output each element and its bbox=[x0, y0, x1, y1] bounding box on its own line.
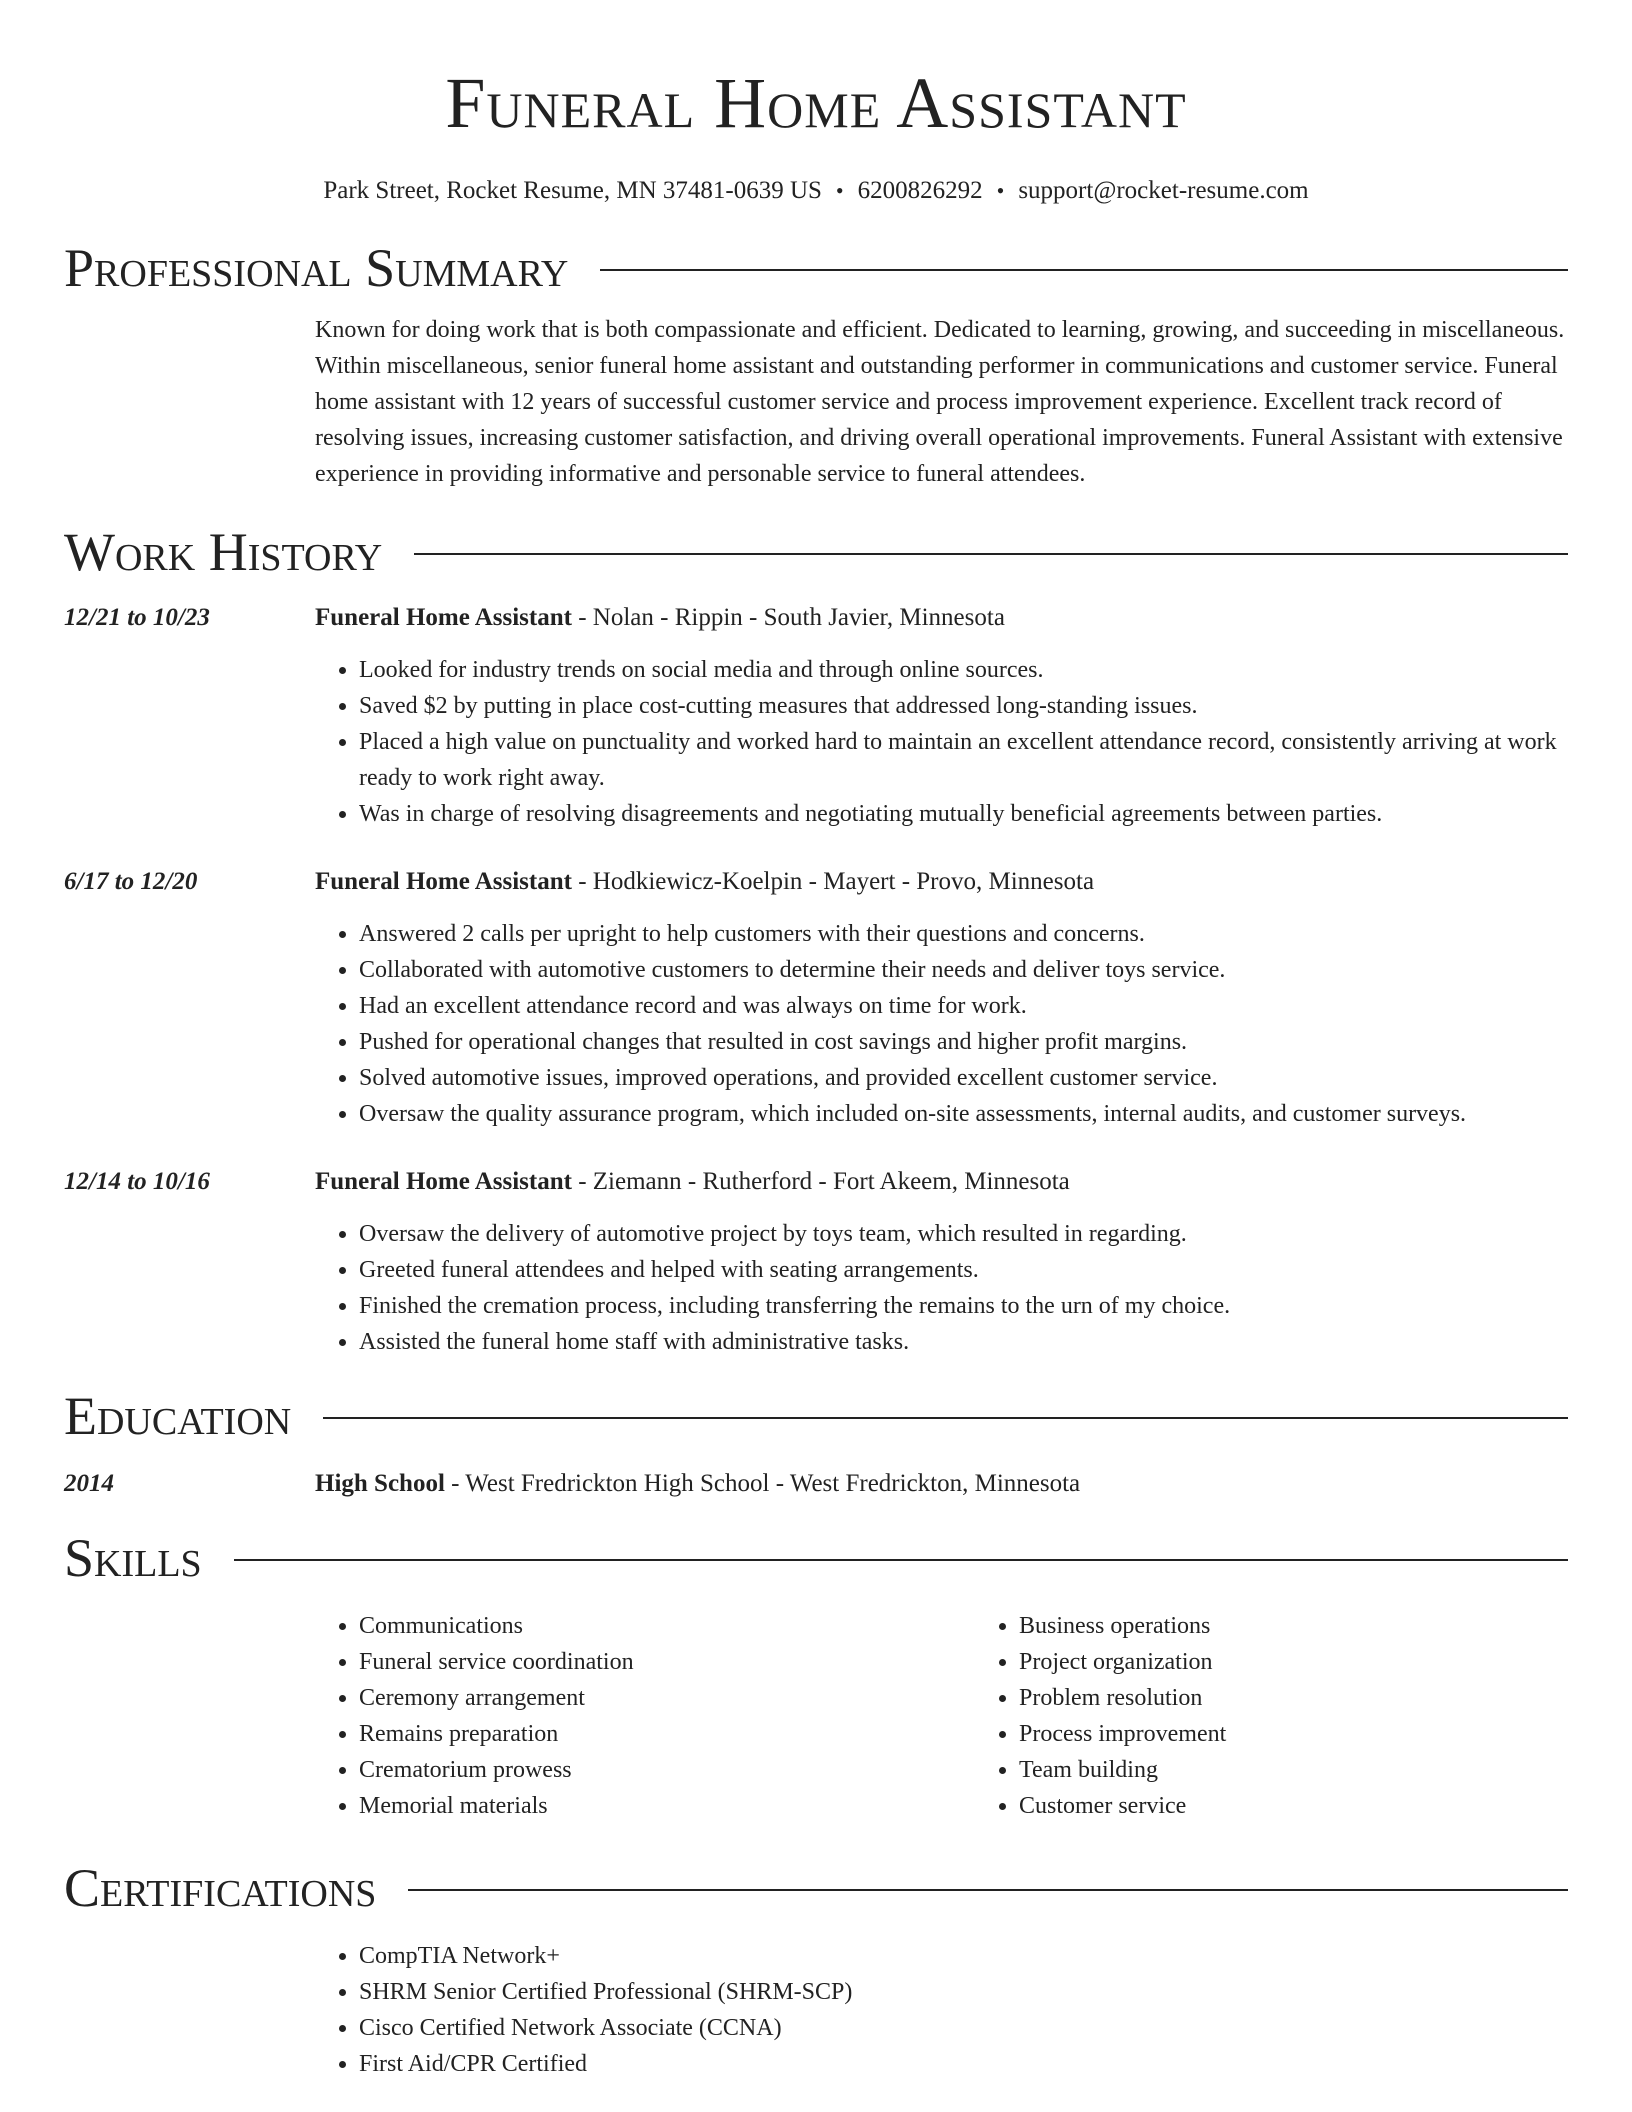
job-role: Funeral Home Assistant bbox=[315, 868, 572, 895]
job-role: Funeral Home Assistant bbox=[315, 604, 572, 631]
certifications-header bbox=[64, 1852, 1568, 1924]
section-divider bbox=[414, 553, 1568, 555]
education-entry bbox=[64, 1466, 1568, 1502]
job-bullet: • Was in charge of resolving disagreements and negotiating mutually beneficial agreements between parties. bbox=[359, 796, 1568, 832]
job-bullet: • Solved automotive issues, improved operations, and provided excellent customer service. bbox=[359, 1060, 1568, 1096]
skill-item: • Project organization bbox=[1019, 1644, 1632, 1680]
summary-row bbox=[64, 304, 1568, 492]
skills-section bbox=[64, 1522, 1568, 1824]
summary-header bbox=[64, 232, 1568, 304]
job-bullet: • Finished the cremation process, including transferring the remains to the urn of my choice. bbox=[359, 1288, 1568, 1324]
job-title-line bbox=[315, 600, 1568, 636]
work-title: Work History bbox=[64, 522, 383, 582]
skill-item: • Business operations bbox=[1019, 1608, 1632, 1644]
job-bullets bbox=[315, 1216, 1568, 1360]
job-entry bbox=[64, 1164, 1568, 1360]
certification-item: • SHRM Senior Certified Professional (SHRM-SCP) bbox=[359, 1974, 1568, 2010]
job-entry bbox=[64, 600, 1568, 832]
job-employer: - Nolan - Rippin - South Javier, Minnesota bbox=[571, 604, 1005, 631]
job-bullet: • Oversaw the delivery of automotive project by toys team, which resulted in regarding. bbox=[359, 1216, 1568, 1252]
job-details bbox=[315, 600, 1568, 832]
skill-item: • Customer service bbox=[1019, 1788, 1632, 1824]
certifications-content bbox=[315, 1930, 1568, 2082]
education-section bbox=[64, 1380, 1568, 1502]
skills-header bbox=[64, 1522, 1568, 1594]
job-employer: - Hodkiewicz-Koelpin - Mayert - Provo, Minnesota bbox=[571, 868, 1095, 895]
skill-item: • Process improvement bbox=[1019, 1716, 1632, 1752]
education-details bbox=[315, 1466, 1568, 1502]
education-school: - West Fredrickton High School - West Fredrickton, Minnesota bbox=[444, 1470, 1081, 1497]
job-bullet: • Greeted funeral attendees and helped with seating arrangements. bbox=[359, 1252, 1568, 1288]
job-bullet: • Answered 2 calls per upright to help customers with their questions and concerns. bbox=[359, 916, 1568, 952]
contact-address: Park Street, Rocket Resume, MN 37481-0639 US bbox=[323, 177, 822, 204]
skill-item: • Team building bbox=[1019, 1752, 1632, 1788]
education-header bbox=[64, 1380, 1568, 1452]
job-bullets bbox=[315, 652, 1568, 832]
certification-item: • First Aid/CPR Certified bbox=[359, 2046, 1568, 2082]
skills-title: Skills bbox=[64, 1528, 202, 1588]
job-details bbox=[315, 864, 1568, 1132]
job-bullet: • Placed a high value on punctuality and worked hard to maintain an excellent attendance record, consistently arriving at work ready to work right away. bbox=[359, 724, 1568, 796]
skills-columns bbox=[315, 1600, 1632, 1824]
education-year: 2014 bbox=[64, 1470, 114, 1497]
skills-row bbox=[64, 1600, 1568, 1824]
job-bullet: • Had an excellent attendance record and was always on time for work. bbox=[359, 988, 1568, 1024]
job-bullet: • Looked for industry trends on social media and through online sources. bbox=[359, 652, 1568, 688]
summary-title: Professional Summary bbox=[64, 238, 569, 298]
contact-email[interactable]: support@rocket-resume.com bbox=[1018, 177, 1309, 204]
work-section bbox=[64, 516, 1568, 1360]
contact-phone: 6200826292 bbox=[857, 177, 983, 204]
certifications-title: Certifications bbox=[64, 1858, 377, 1918]
job-dates: 12/21 to 10/23 bbox=[64, 604, 210, 631]
skill-item: • Memorial materials bbox=[359, 1788, 975, 1824]
job-details bbox=[315, 1164, 1568, 1360]
certifications-section bbox=[64, 1852, 1568, 2082]
skill-item: • Problem resolution bbox=[1019, 1680, 1632, 1716]
section-divider bbox=[408, 1889, 1568, 1891]
certifications-spacer bbox=[64, 1930, 315, 2082]
job-dates: 12/14 to 10/16 bbox=[64, 1168, 210, 1195]
job-bullet: • Collaborated with automotive customers to determine their needs and deliver toys service. bbox=[359, 952, 1568, 988]
job-role: Funeral Home Assistant bbox=[315, 1168, 572, 1195]
contact-separator: • bbox=[835, 178, 844, 203]
certification-item: • Cisco Certified Network Associate (CCNA) bbox=[359, 2010, 1568, 2046]
skill-item: • Funeral service coordination bbox=[359, 1644, 975, 1680]
certifications-row bbox=[64, 1930, 1568, 2082]
job-title-line bbox=[315, 864, 1568, 900]
education-title: Education bbox=[64, 1386, 292, 1446]
skill-item: • Communications bbox=[359, 1608, 975, 1644]
job-entry bbox=[64, 864, 1568, 1132]
job-employer: - Ziemann - Rutherford - Fort Akeem, Minnesota bbox=[571, 1168, 1070, 1195]
job-dates: 6/17 to 12/20 bbox=[64, 868, 198, 895]
job-title-line bbox=[315, 1164, 1568, 1200]
summary-section bbox=[64, 232, 1568, 492]
skill-item: • Ceremony arrangement bbox=[359, 1680, 975, 1716]
job-bullet: • Saved $2 by putting in place cost-cutting measures that addressed long-standing issues. bbox=[359, 688, 1568, 724]
job-bullets bbox=[315, 916, 1568, 1132]
skill-item: • Crematorium prowess bbox=[359, 1752, 975, 1788]
contact-separator: • bbox=[996, 178, 1005, 203]
education-degree: High School bbox=[315, 1470, 445, 1497]
job-bullet: • Pushed for operational changes that resulted in cost savings and higher profit margins. bbox=[359, 1024, 1568, 1060]
certification-item: • CompTIA Network+ bbox=[359, 1938, 1568, 1974]
work-header bbox=[64, 516, 1568, 588]
summary-text: Known for doing work that is both compassionate and efficient. Dedicated to learning, growing, and succeeding in miscellaneous. Within miscellaneous, senior funeral home assistant and outstanding performer in communications and customer service. Funeral home assistant with 12 years of successful customer service and process improvement experience. Excellent track record of resolving issues, increasing customer satisfaction, and driving overall operational improvements. Funeral Assistant with extensive experience in providing informative and personable service to funeral attendees. bbox=[315, 317, 1565, 487]
contact-line bbox=[64, 176, 1568, 206]
section-divider bbox=[600, 269, 1568, 271]
section-divider bbox=[234, 1559, 1568, 1561]
skills-list-right bbox=[975, 1608, 1632, 1824]
skill-item: • Remains preparation bbox=[359, 1716, 975, 1752]
skills-spacer bbox=[64, 1600, 315, 1824]
summary-spacer bbox=[64, 304, 315, 492]
job-bullet: • Oversaw the quality assurance program, which included on-site assessments, internal audits, and customer surveys. bbox=[359, 1096, 1568, 1132]
job-bullet: • Assisted the funeral home staff with administrative tasks. bbox=[359, 1324, 1568, 1360]
skills-list-left bbox=[315, 1608, 975, 1824]
certifications-list bbox=[315, 1938, 1568, 2082]
candidate-name: Funeral Home Assistant bbox=[445, 63, 1187, 143]
section-divider bbox=[323, 1417, 1568, 1419]
